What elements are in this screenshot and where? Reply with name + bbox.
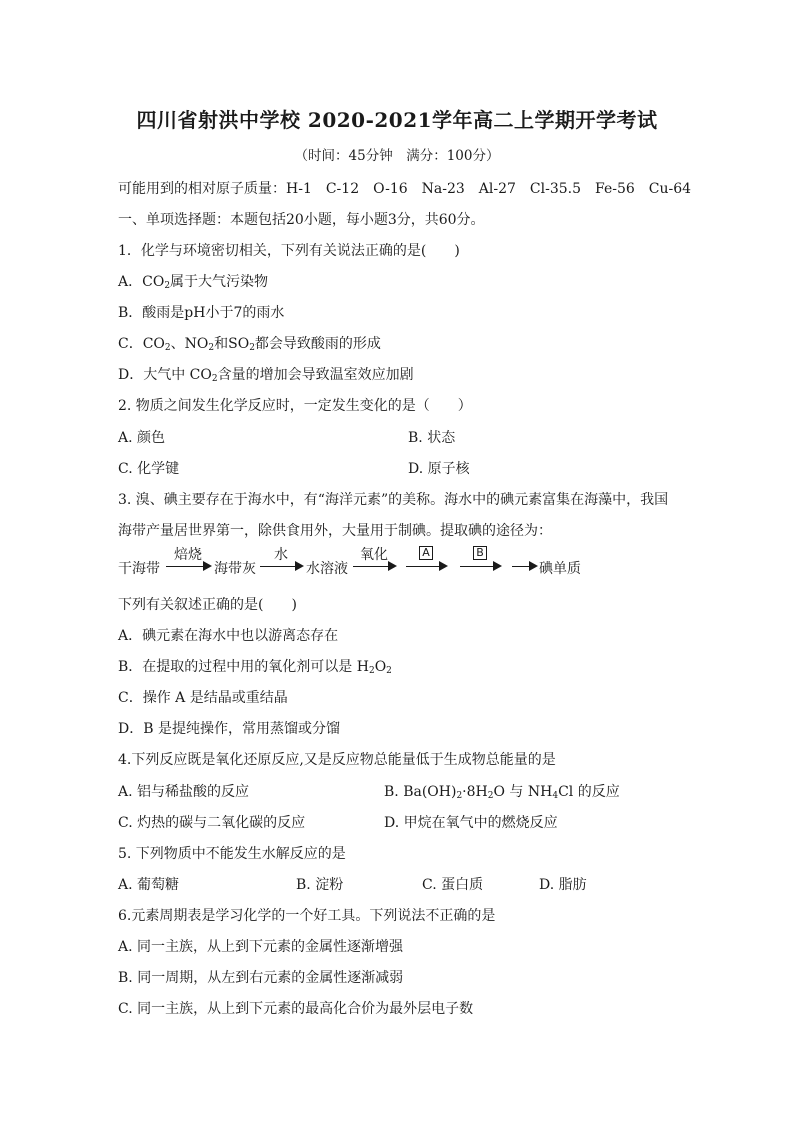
q3-stem-line1: 3. 溴、碘主要存在于海水中，有“海洋元素”的美称。海水中的碘元素富集在海藻中，我国 [118, 492, 669, 508]
flow-arrow-oxidize [351, 544, 397, 580]
q3-question: 下列有关叙述正确的是( ) [118, 597, 297, 613]
q6-option-b: B. 同一周期，从左到右元素的金属性逐渐减弱 [118, 970, 404, 986]
step-a-label: A [419, 546, 433, 560]
q5-option-a: A. 葡萄糖 [118, 877, 180, 893]
q1-option-d: D．大气中 $CO_2$含量的增加会导致温室效应加剧 [118, 367, 414, 384]
q3-option-a: A．碘元素在海水中也以游离态存在 [118, 628, 339, 644]
section-heading: 一、单项选择题：本题包括20小题，每小题3分，共60分。 [118, 212, 485, 228]
q4-option-d: D. 甲烷在氧气中的燃烧反应 [384, 815, 558, 831]
arrow-head-icon [493, 561, 502, 571]
step-b-label: B [473, 546, 487, 560]
flow-node-kelp-ash: 海带灰 [214, 561, 256, 577]
arrow-head-icon [295, 561, 304, 571]
q5-option-c: C. 蛋白质 [422, 877, 484, 893]
q1-option-b: B．酸雨是pH小于7的雨水 [118, 305, 285, 321]
q2-option-d: D. 原子核 [408, 461, 470, 477]
arrow-head-icon [203, 561, 212, 571]
q4-stem: 4.下列反应既是氧化还原反应,又是反应物总能量低于生成物总能量的是 [118, 752, 556, 768]
q3-stem-line2: 海带产量居世界第一，除供食用外，大量用于制碘。提取碘的途径为： [118, 523, 552, 539]
flow-arrow-water [258, 544, 304, 580]
q4-option-c: C. 灼热的碳与二氧化碳的反应 [118, 815, 306, 831]
flow-arrow-label: 氧化 [360, 547, 388, 563]
q4-option-b: B. $Ba(OH)_2\cdot 8H_2O$ 与 $NH_4Cl$ 的反应 [384, 784, 620, 801]
flow-arrow-roast [164, 544, 212, 580]
q6-option-a: A. 同一主族，从上到下元素的金属性逐渐增强 [118, 939, 404, 955]
q2-option-a: A. 颜色 [118, 430, 166, 446]
flow-arrow-label: 水 [274, 547, 288, 563]
exam-info: （时间：45分钟 满分：100分） [294, 148, 500, 164]
flow-node-dry-kelp: 干海带 [118, 561, 160, 577]
flow-arrow-step-a [404, 544, 448, 580]
q6-option-c: C. 同一主族，从上到下元素的最高化合价为最外层电子数 [118, 1001, 474, 1017]
q2-option-b: B. 状态 [408, 430, 456, 446]
iodine-extraction-flow [118, 544, 718, 580]
q4-option-a: A. 铝与稀盐酸的反应 [118, 784, 250, 800]
arrow-head-icon [529, 561, 538, 571]
q2-option-c: C. 化学键 [118, 461, 180, 477]
q5-option-b: B. 淀粉 [296, 877, 344, 893]
arrow-head-icon [439, 561, 448, 571]
q3-option-b: B．在提取的过程中用的氧化剂可以是 $H_2O_2$ [118, 659, 392, 676]
flow-arrow-final [510, 544, 538, 580]
q1-stem: 1．化学与环境密切相关，下列有关说法正确的是( ) [118, 243, 460, 259]
atomic-masses: 可能用到的相对原子质量：H-1 C-12 O-16 Na-23 Al-27 Cl-35.5 Fe-56 Cu-64 [118, 181, 692, 197]
q3-option-c: C．操作 A 是结晶或重结晶 [118, 690, 288, 706]
page-title: 四川省射洪中学校 2020-2021学年高二上学期开学考试 [136, 108, 658, 132]
flow-node-solution: 水溶液 [306, 561, 348, 577]
q6-stem: 6.元素周期表是学习化学的一个好工具。下列说法不正确的是 [118, 908, 496, 924]
q5-option-d: D. 脂肪 [539, 877, 587, 893]
flow-node-iodine: 碘单质 [539, 561, 581, 577]
flow-arrow-step-b [458, 544, 502, 580]
q3-option-d: D．B 是提纯操作，常用蒸馏或分馏 [118, 721, 340, 737]
q1-option-a: A．$CO_2$属于大气污染物 [118, 274, 269, 291]
q1-option-c: C．$CO_2$、$NO_2$和$SO_2$都会导致酸雨的形成 [118, 336, 381, 353]
q2-stem: 2. 物质之间发生化学反应时，一定发生变化的是（ ） [118, 398, 472, 414]
q5-stem: 5. 下列物质中不能发生水解反应的是 [118, 846, 346, 862]
arrow-head-icon [388, 561, 397, 571]
flow-arrow-label: 焙烧 [174, 547, 202, 563]
